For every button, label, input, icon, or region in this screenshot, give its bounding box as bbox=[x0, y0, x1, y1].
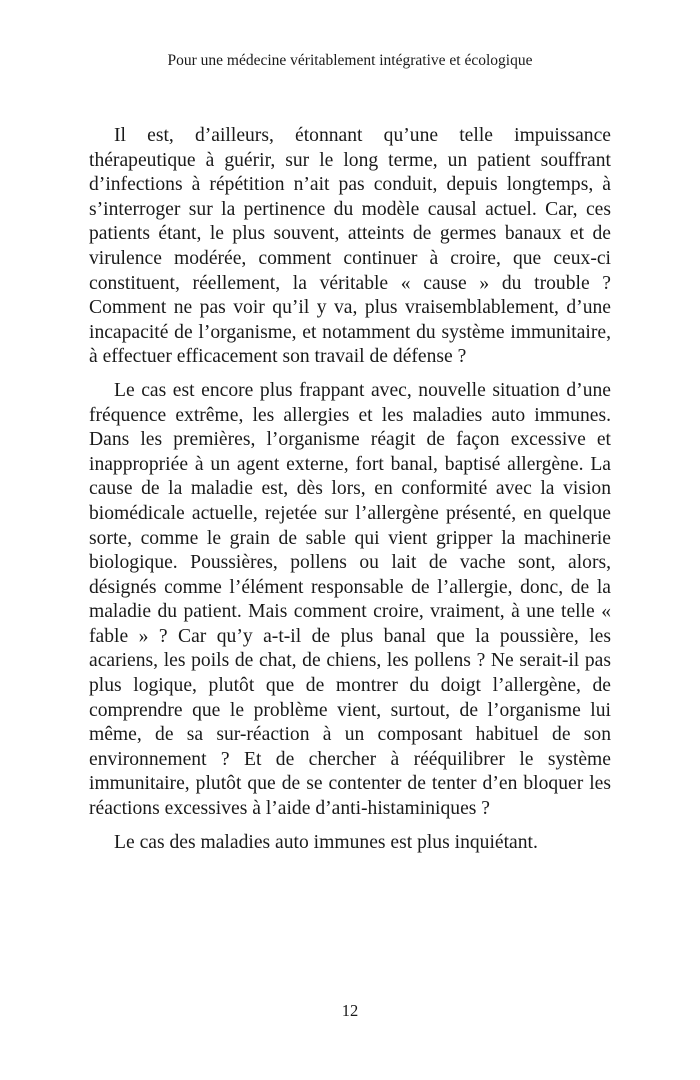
paragraph-3: Le cas des maladies auto immunes est plus inquiétant. bbox=[114, 831, 538, 853]
body-text bbox=[89, 124, 611, 864]
paragraph-2: Le cas est encore plus frappant avec, nouvelle situation d’une fréquence extrême, les allergies et les maladies auto immunes. Dans les premières, l’organisme réagit de façon excessive et inappropriée à un agent externe, fort banal, baptisé allergène. La cause de la maladie est, dès lors, en conformité avec la vision biomédicale actuelle, rejetée sur l’allergène présenté, en quelque sorte, comme le grain de sable qui vient gripper la machinerie biologique. Poussières, pollens ou lait de vache sont, alors, désignés comme l’élément responsable de l’allergie, donc, de la maladie du patient. Mais comment croire, vraiment, à une telle « fable » ? Car qu’y a-t-il de plus banal que la poussière, les acariens, les poils de chat, de chiens, les pollens ? Ne serait-il pas plus logique, plutôt que de montrer du doigt l’allergène, de comprendre que le problème vient, surtout, de l’organisme lui même, de sa sur-réaction à un composant habituel de son environnement ? Et de chercher à rééquilibrer le système immunitaire, plutôt que de se contenter de tenter d’en bloquer les réactions excessives à l’aide d’anti-histaminiques ? bbox=[89, 379, 611, 820]
page-number: 12 bbox=[341, 1001, 359, 1020]
running-header: Pour une médecine véritablement intégrative et écologique bbox=[167, 52, 533, 69]
paragraph-1: Il est, d’ailleurs, étonnant qu’une telle impuissance thérapeutique à guérir, sur le long terme, un patient souffrant d’infections à répétition n’ait pas conduit, depuis longtemps, à s’interroger sur la pertinence du modèle causal actuel. Car, ces patients étant, le plus souvent, atteints de germes banaux et de virulence modérée, comment continuer à croire, que ceux-ci constituent, réellement, la véritable « cause » du trouble ? Comment ne pas voir qu’il y va, plus vraisemblablement, d’une incapacité de l’organisme, et notamment du système immunitaire, à effectuer efficacement son travail de défense ? bbox=[89, 125, 611, 368]
